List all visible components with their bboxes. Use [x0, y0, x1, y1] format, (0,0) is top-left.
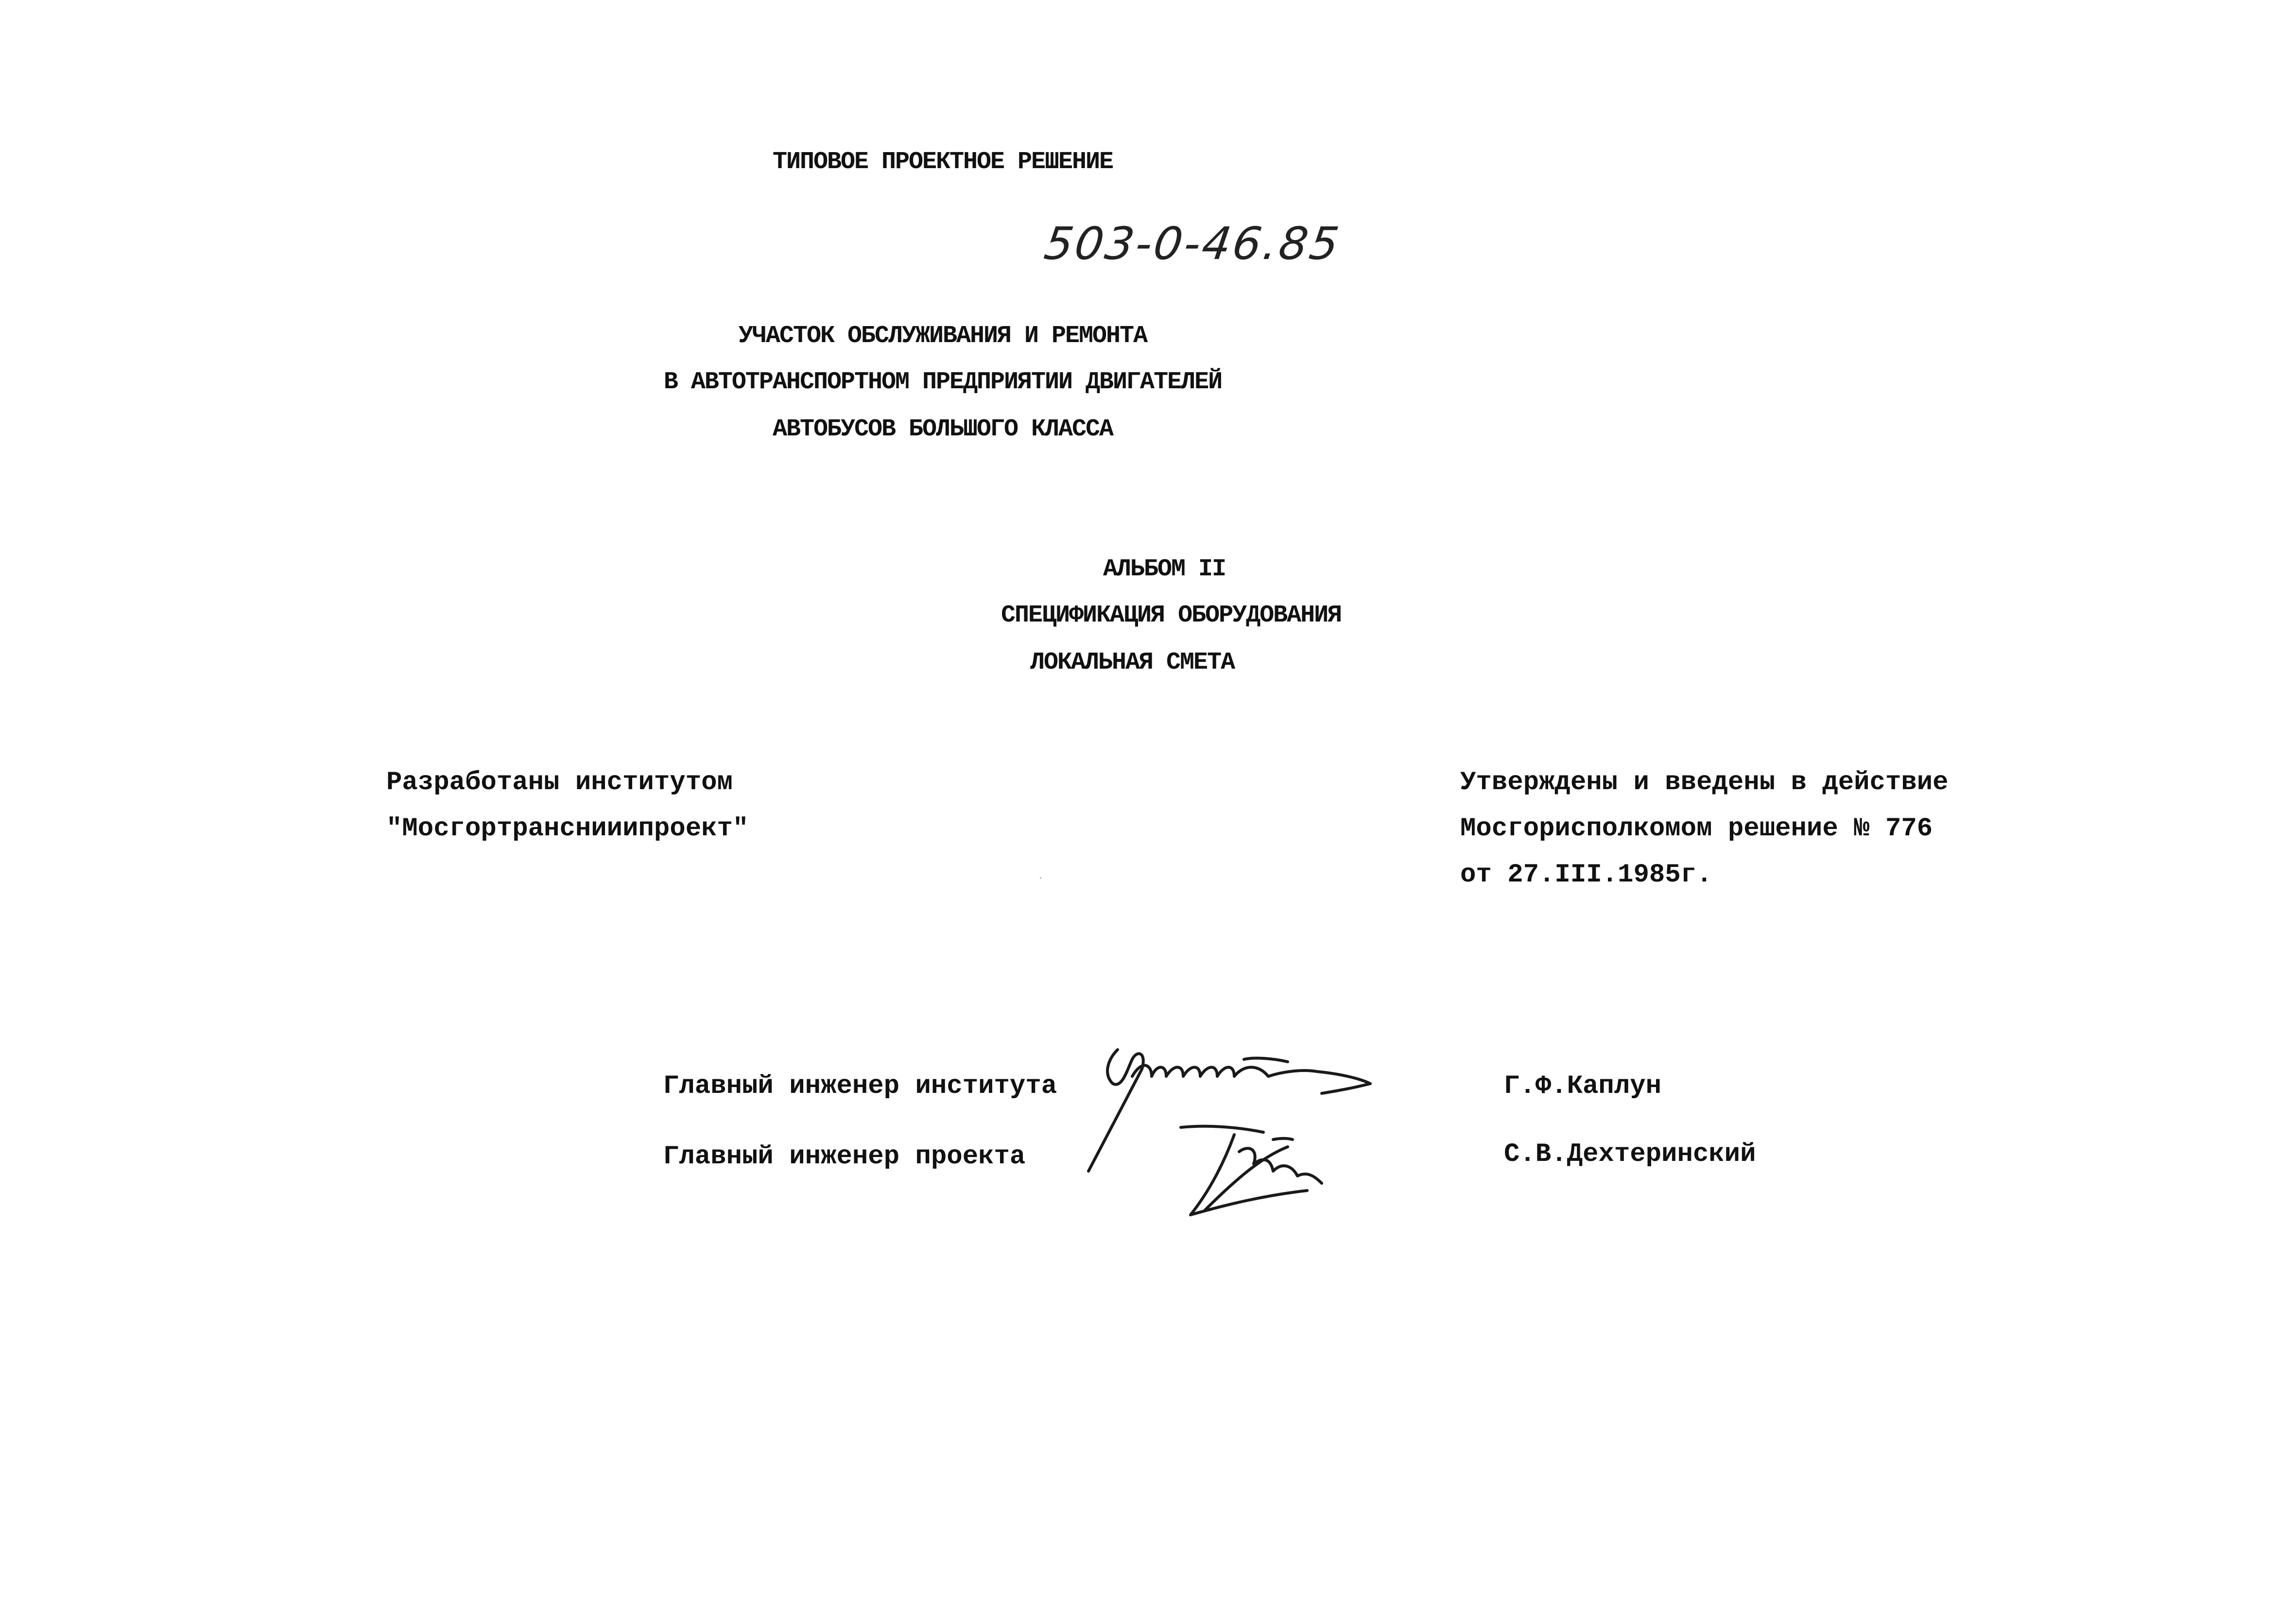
doc-type-heading: ТИПОВОЕ ПРОЕКТНОЕ РЕШЕНИЕ — [772, 148, 1113, 176]
name-dekhterinsky: С.В.Дехтеринский — [1504, 1140, 1756, 1169]
role-chief-engineer-institute: Главный инженер института — [663, 1071, 1057, 1101]
album-content-line-1: СПЕЦИФИКАЦИЯ ОБОРУДОВАНИЯ — [1001, 602, 1342, 629]
approval-date: от 27.III.1985г. — [1460, 860, 1712, 890]
developer-line-1: Разработаны институтом — [386, 768, 733, 797]
role-chief-engineer-project: Главный инженер проекта — [663, 1142, 1026, 1172]
doc-number-handwritten: 503-0-46.85 — [1041, 218, 1344, 270]
title-line-2: В АВТОТРАНСПОРТНОМ ПРЕДПРИЯТИИ ДВИГАТЕЛЕЙ — [663, 368, 1222, 396]
approval-decision-number: Мосгорисполкомом решение № 776 — [1460, 814, 1933, 844]
title-line-3: АВТОБУСОВ БОЛЬШОГО КЛАССА — [772, 415, 1113, 443]
developer-institute-name: "Мосгортранснииипроект" — [386, 814, 749, 844]
album-content-line-2: ЛОКАЛЬНАЯ СМЕТА — [1030, 649, 1235, 676]
album-number: АЛЬБОМ II — [1103, 555, 1226, 583]
approval-line-1: Утверждены и введены в действие — [1460, 768, 1949, 797]
name-kaplun: Г.Ф.Каплун — [1504, 1071, 1662, 1101]
handwritten-signatures — [1079, 1030, 1429, 1234]
scan-speck — [1040, 877, 1041, 879]
title-line-1: УЧАСТОК ОБСЛУЖИВАНИЯ И РЕМОНТА — [738, 322, 1147, 350]
